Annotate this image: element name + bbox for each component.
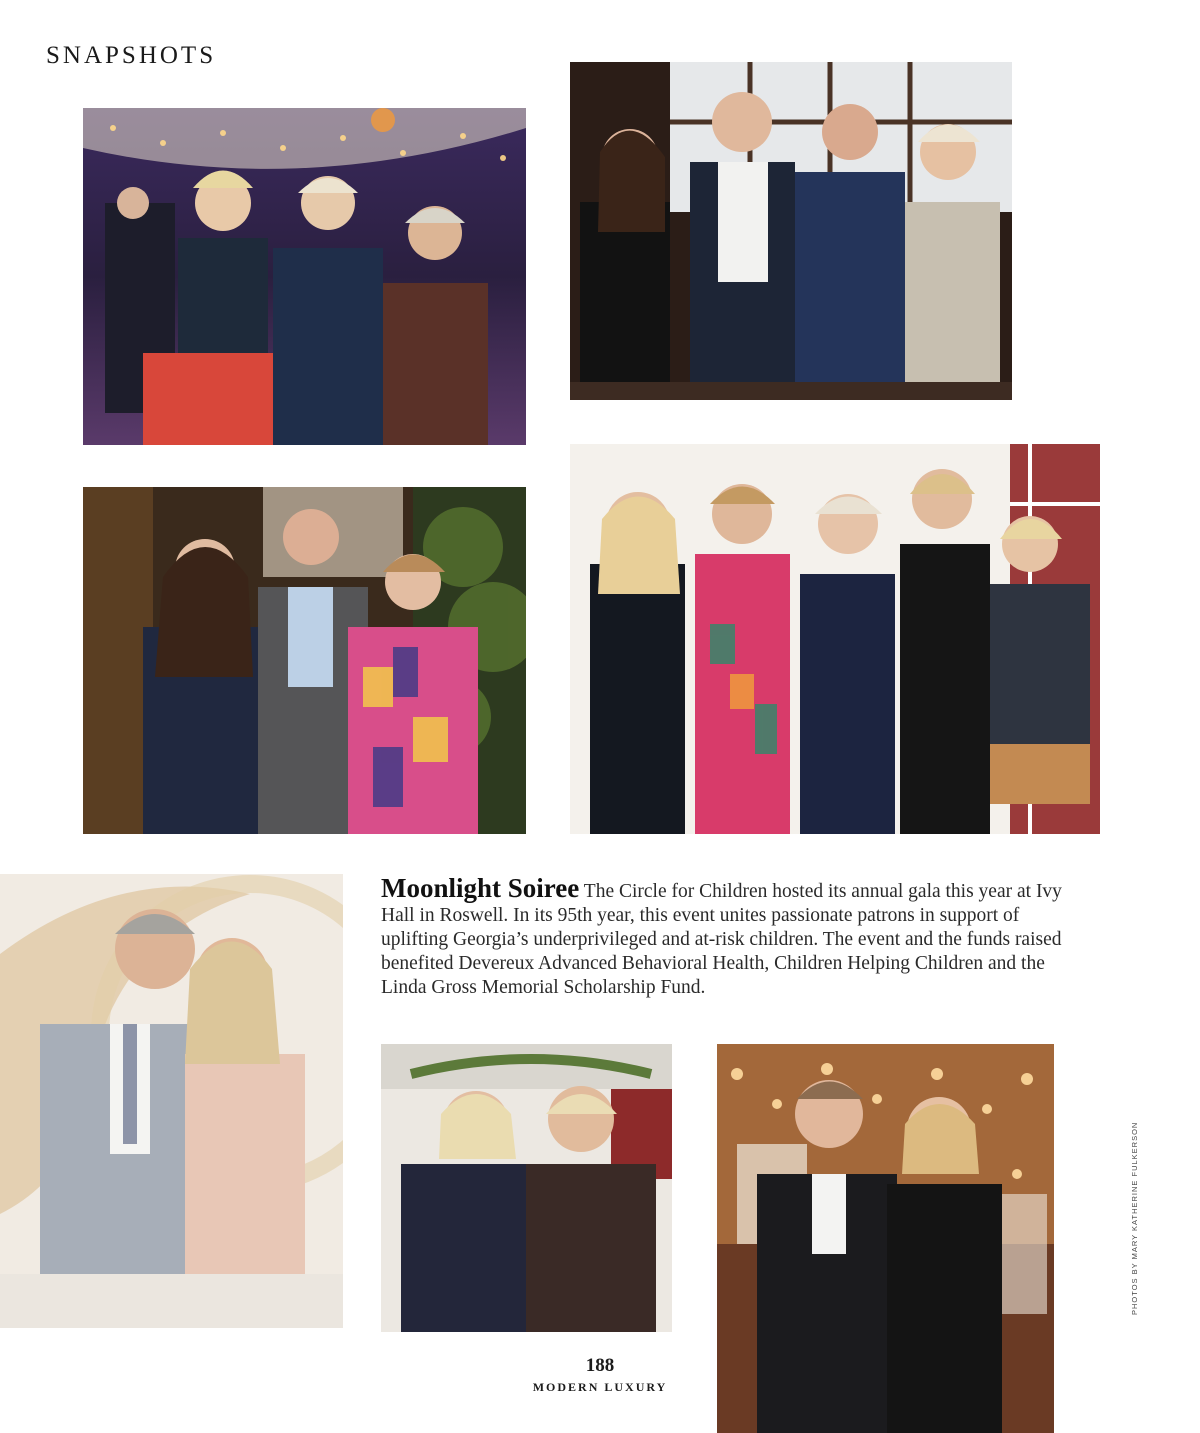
photo-group-of-four-table <box>570 62 1012 400</box>
story-body: The Circle for Children hosted its annual gala this year at Ivy Hall in Roswell. In its 95th year, this event unites passionate patrons in support of uplifting Georgia’s underprivileged and at-risk children. The event and the funds raised benefited Devereux Advanced Behavioral Health, Children Helping Children and the Linda Gross Memorial Scholarship Fund. <box>381 881 1062 998</box>
photo-two-women <box>381 1044 672 1332</box>
magazine-name: MODERN LUXURY <box>532 1380 668 1394</box>
story <box>381 873 1071 1000</box>
photo-group-of-five-window <box>570 444 1100 834</box>
folio <box>520 1355 680 1395</box>
photo-dance-floor-trio <box>83 108 526 445</box>
section-label: SNAPSHOTS <box>46 42 217 69</box>
page-number: 188 <box>585 1355 615 1376</box>
story-headline: Moonlight Soiree <box>381 873 580 903</box>
photo-couple-lights <box>717 1044 1054 1433</box>
photo-trio-garden <box>83 487 526 834</box>
photo-credit: PHOTOS BY MARY KATHERINE FULKERSON <box>1130 1121 1139 1315</box>
photo-couple-moon-backdrop <box>0 874 343 1328</box>
